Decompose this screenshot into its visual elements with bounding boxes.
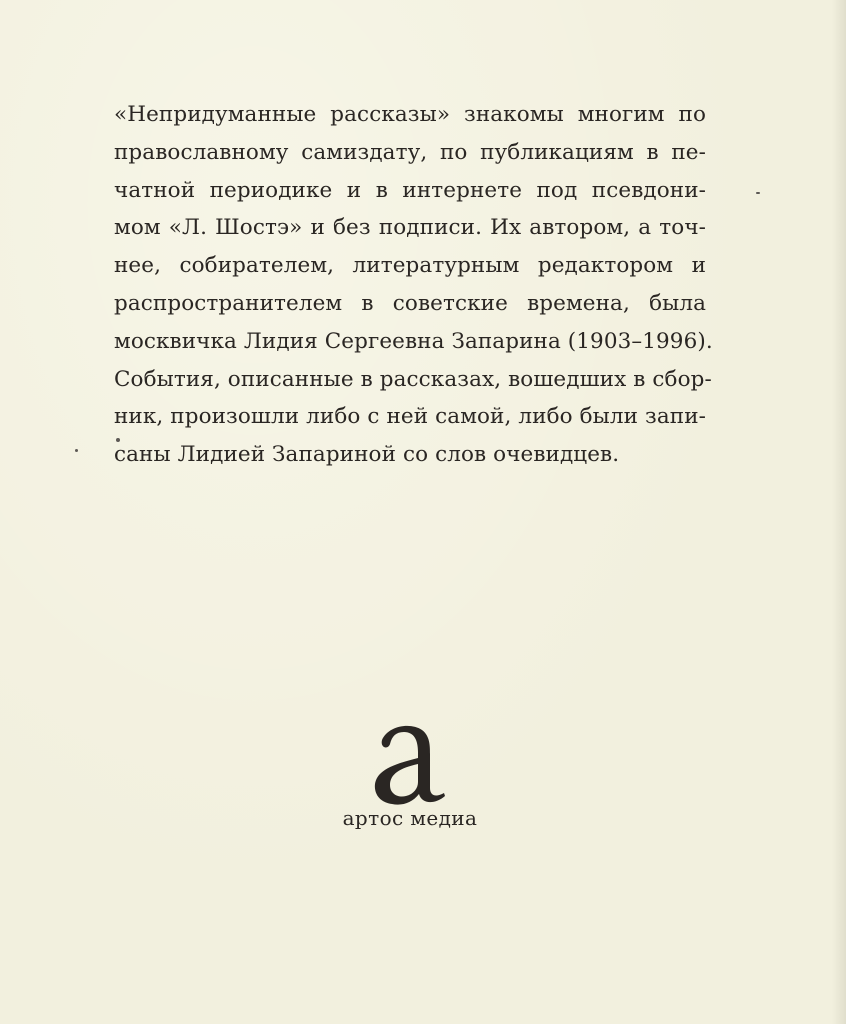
blurb-line: москвичка Лидия Сергеевна Запарина (1903–1996). [114, 328, 713, 354]
paper-speck [116, 438, 120, 442]
blurb-line: чатной периодике и в интернете под псевдони- [114, 177, 706, 203]
publisher-logo-icon [372, 706, 452, 806]
blurb-line: «Непридуманные рассказы» знакомы многим по [114, 102, 706, 127]
cover-blurb [114, 96, 713, 474]
blurb-line: распространителем в советские времена, была [114, 290, 706, 316]
blurb-line: мом «Л. Шостэ» и без подписи. Их автором, а точ- [114, 215, 706, 241]
blurb-line: ник, произошли либо с ней самой, либо были запи- [114, 404, 706, 430]
blurb-line: нее, собирателем, литературным редактором и [114, 253, 706, 279]
blurb-line: саны Лидией Запариной со слов очевидцев. [114, 442, 620, 468]
blurb-line: православному самиздату, по публикациям в пе- [114, 139, 706, 165]
cover-edge-shadow [832, 0, 846, 1024]
paper-speck [756, 192, 760, 194]
paper-speck [75, 449, 78, 452]
publisher-name: артос медиа [342, 806, 478, 830]
blurb-line: События, описанные в рассказах, вошедших в сбор- [114, 366, 712, 392]
